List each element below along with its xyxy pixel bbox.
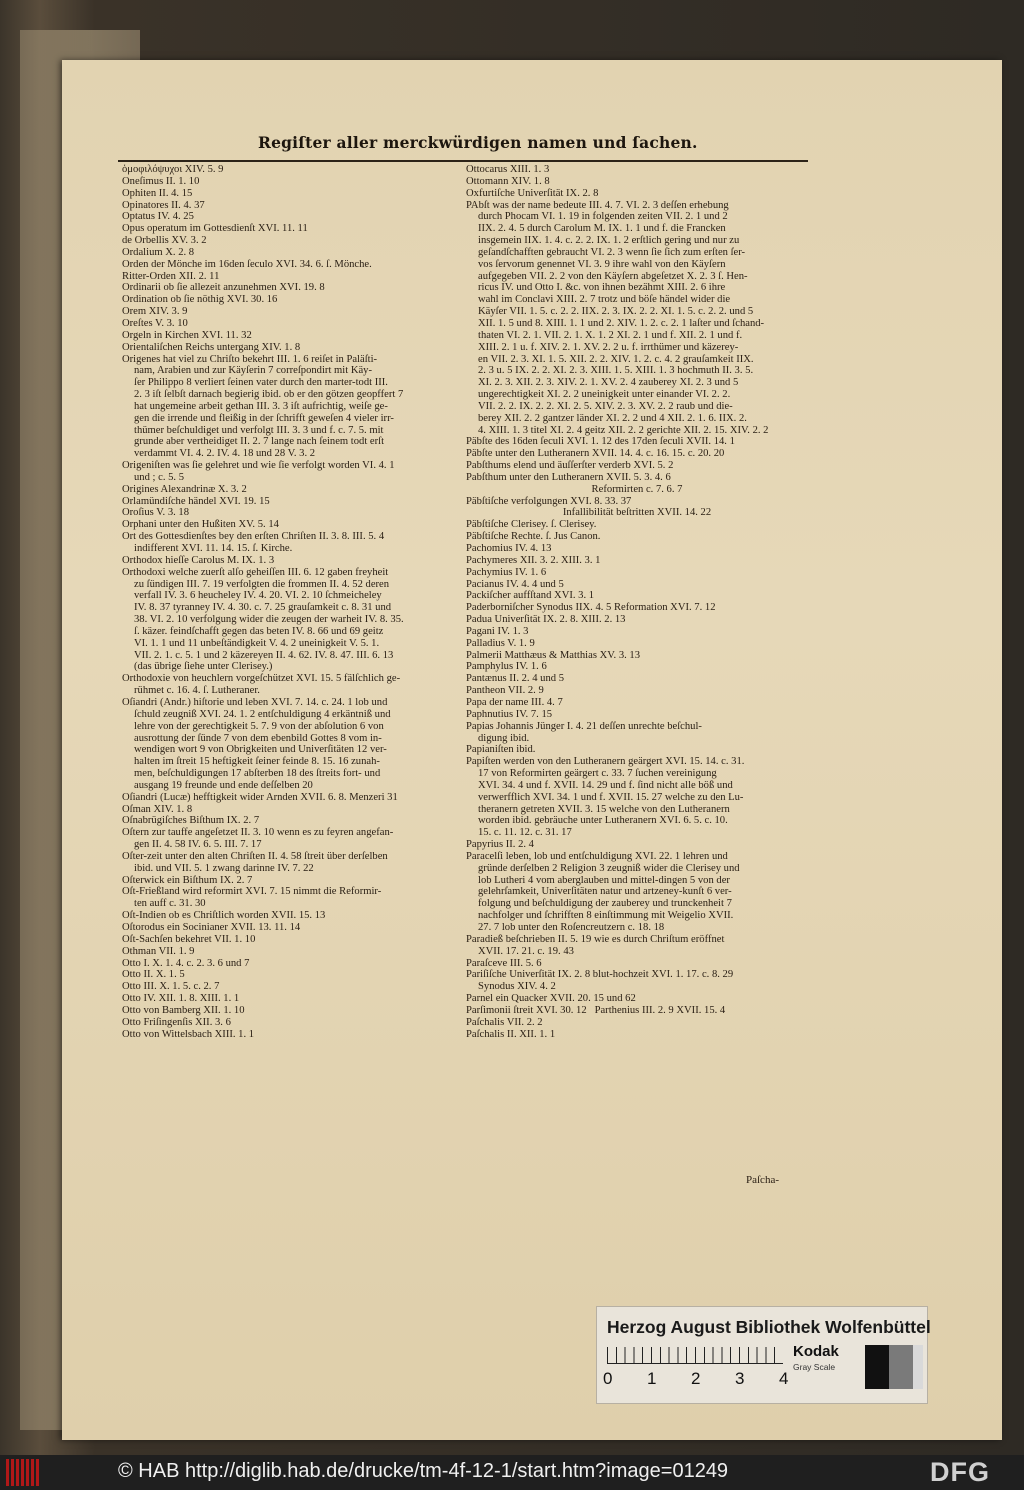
index-entry-continuation: XI. 2. 3. XII. 2. 3. XIV. 2. 1. XV. 2. 4 zauberey XI. 2. 3 und 5 [478, 377, 739, 389]
index-entry-continuation: VI. 1. 1 und 11 unbeſtändigkeit V. 4. 2 uneinigkeit V. 5. 1. [134, 637, 380, 649]
index-entry-continuation: indifferent XVI. 11. 14. 15. ſ. Kirche. [134, 543, 293, 554]
index-entry: Origeniſten was ſie gelehret und wie ſie verfolgt worden VI. 4. 1 [122, 460, 395, 472]
index-entry: Pantænus II. 2. 4 und 5 [466, 673, 564, 685]
index-entry-continuation: nam, Arabien und zur Käyſerin 7 correſpondirt mit Käy- [134, 365, 372, 377]
index-entry: Reformirten c. 7. 6. 7 [591, 483, 683, 495]
index-entry-continuation: 4. XIII. 1. 3 titel XI. 2. 4 geitz XII. 2. 2 gerichte XII. 2. 15. XIV. 2. 2 [478, 424, 769, 436]
index-entry-continuation: lehre von der gerechtigkeit 5. 7. 9 von der abſolution 6 von [134, 720, 384, 732]
index-entry: Ophiten II. 4. 15 [122, 187, 193, 199]
index-entry: Padua Univerſität IX. 2. 8. XIII. 2. 13 [466, 614, 626, 626]
index-entry-continuation: ten auff c. 31. 30 [134, 898, 206, 910]
index-entry-continuation: ricus IV. und Otto I. &c. von ihnen bezähmt XIII. 2. 6 ihre [478, 282, 726, 294]
ruler-number: 2 [691, 1369, 701, 1388]
index-entry: Pachomius IV. 4. 13 [466, 543, 552, 554]
index-entry: Oxfurtiſche Univerſität IX. 2. 8 [466, 187, 599, 199]
index-entry: Orthodox hieſſe Carolus M. IX. 1. 3 [122, 554, 275, 566]
index-entry: Paphnutius IV. 7. 15 [466, 708, 553, 720]
index-entry: Ottomann XIV. 1. 8 [466, 175, 550, 187]
left-column [122, 164, 462, 1040]
index-entry-continuation: geſandſchafften gebraucht VI. 2. 3 wenn ſie ſich zum erſten ſer- [478, 246, 746, 258]
index-entry-continuation: verwerfflich XVI. 34. 1 und f. XVII. 15. 27 welche zu den Lu- [478, 791, 744, 803]
kodak-brand: Kodak [793, 1343, 839, 1360]
index-entry: Pabſthums elend und äuſſerſter verderb XVI. 5. 2 [466, 460, 674, 472]
gray-patch-mid [889, 1345, 913, 1389]
index-entry: Otto Friſingenſis XII. 3. 6 [122, 1016, 231, 1028]
ruler-number: 3 [735, 1369, 745, 1388]
index-entry-continuation: wendigen wort 9 von Obrigkeiten und Univerſitäten 12 ver- [134, 744, 387, 756]
index-entry: Palmerii Matthæus & Matthias XV. 3. 13 [466, 649, 641, 661]
index-entry-continuation: ſer Philippo 8 verliert ſeinen vater durch den marter-todt III. [134, 377, 388, 389]
index-entry: Parſimonii ſtreit XVI. 30. 12 Parthenius III. 2. 9 XVII. 15. 4 [466, 1004, 726, 1016]
dfg-logo[interactable]: DFG [930, 1457, 990, 1487]
index-entry: Packiſcher auffſtand XVI. 3. 1 [466, 590, 595, 602]
citation-link[interactable]: © HAB http://diglib.hab.de/drucke/tm-4f-12-1/start.htm?image=01249 [118, 1460, 729, 1482]
index-entry-continuation: durch Phocam VI. 1. 19 in folgenden zeiten VII. 2. 1 und 2 [478, 211, 728, 223]
index-entry-continuation: ungerechtigkeit XI. 2. 2 uneinigkeit unter einander VI. 2. 2. [478, 389, 731, 401]
index-entry: Origines Alexandrinæ X. 3. 2 [122, 483, 247, 495]
index-entry: Oroſius V. 3. 18 [122, 507, 190, 519]
index-entry: Paradieß beſchrieben II. 5. 19 wie es durch Chriſtum eröffnet [466, 933, 725, 945]
index-entry-continuation: und ; c. 5. 5 [134, 471, 185, 483]
index-entry: Oſt-Sachſen bekehret VII. 1. 10 [122, 933, 256, 945]
index-entry: Oſtern zur tauffe angeſetzet II. 3. 10 wenn es zu feyren angefan- [122, 827, 394, 839]
index-entry: Ordinarii ob ſie allezeit anzunehmen XVI. 19. 8 [122, 282, 325, 294]
index-entry: Otto II. X. 1. 5 [122, 969, 185, 981]
index-entry-continuation: verfall IV. 3. 6 heucheley IV. 4. 20. VI. 2. 10 ſchmeicheley [134, 590, 382, 602]
index-entry: Origenes hat viel zu Chriſto bekehrt III. 1. 6 reiſet in Paläſti- [122, 353, 378, 365]
index-entry-continuation: 2. 3 iſt ſelbſt darnach begierig ibid. ob er den götzen geopffert 7 [134, 389, 404, 401]
index-entry-continuation: lob Lutheri 4 vom aberglauben und mittel-dingen 5 von der [478, 874, 730, 886]
index-entry: Ordalium X. 2. 8 [122, 246, 195, 258]
index-entry: Oſter-zeit unter den alten Chriſten II. 4. 58 ſtreit über derſelben [122, 850, 388, 862]
index-entry: Oſtorodus ein Socinianer XVII. 13. 11. 14 [122, 922, 301, 933]
index-entry-continuation: VII. 2. 1. c. 5. 1 und 2 käzereyen II. 4. 62. IV. 8. 47. III. 6. 13 [134, 649, 394, 661]
index-entry-continuation: folgung und beſchuldigung der zauberey und trunckenheit 7 [478, 898, 732, 910]
index-entry: Ordination ob ſie nöthig XVI. 30. 16 [122, 294, 278, 306]
index-entry: Oneſimus II. 1. 10 [122, 175, 200, 187]
index-entry: Otto von Bamberg XII. 1. 10 [122, 1004, 245, 1016]
index-entry-continuation: theranern getreten XVII. 3. 15 welche von den Lutheranern [478, 803, 730, 815]
index-entry: de Orbellis XV. 3. 2 [122, 235, 207, 247]
index-entry-continuation: XVI. 34. 4 und f. XVII. 14. 29 und f. ſind nicht alle böß und [478, 779, 733, 791]
index-entry: Oſterwick ein Biſthum IX. 2. 7 [122, 874, 253, 886]
index-entry-continuation: gründe derſelben 2 Religion 3 zeugniß wider die Clerisey und [478, 862, 740, 874]
index-entry: Papianiſten ibid. [466, 744, 536, 756]
index-entry-continuation: vos ſervorum genennet VI. 3. 9 ihre wahl von den Käyſern [478, 258, 726, 270]
index-entry-continuation: aufgegeben VII. 2. 2 von den Käyſern abgeſetzet X. 2. 3 ſ. Hen- [478, 270, 748, 282]
index-entry-continuation: ſ. käzer. feindſchafft gegen das beten IV. 8. 66 und 69 geitz [134, 625, 384, 637]
index-entry-continuation: halten im ſtreit 15 heftigkeit ſeiner feinde 8. 15. 16 zunah- [134, 756, 380, 768]
index-entry: Orthodoxie von heuchlern vorgeſchützet XVI. 15. 5 fälſchlich ge- [122, 673, 401, 685]
index-entry: Orphani unter den Hußiten XV. 5. 14 [122, 519, 279, 531]
index-entry-continuation: XVII. 17. 21. c. 19. 43 [478, 945, 574, 957]
index-entry: Oſt-Indien ob es Chriſtlich worden XVII. 15. 13 [122, 910, 326, 922]
index-entry: Paraſceve III. 5. 6 [466, 957, 542, 969]
index-entry: Päbſtiſche Rechte. ſ. Jus Canon. [466, 531, 601, 543]
index-entry-continuation: thaten VI. 2. 1. VII. 2. 1. X. 1. 2 XI. 2. 1 und f. XII. 2. 1 und f. [478, 329, 743, 341]
index-entry-continuation: ausrottung der ſünde 7 von dem ebenbild Gottes 8 vom in- [134, 732, 382, 744]
index-entry: Pamphylus IV. 1. 6 [466, 661, 547, 673]
library-name: Herzog August Bibliothek Wolfenbüttel [607, 1317, 931, 1337]
library-color-card [596, 1306, 931, 1404]
index-entry: Orthodoxi welche zuerſt alſo geheiſſen III. 6. 12 gaben freyheit [122, 566, 389, 578]
kodak-label [793, 1343, 855, 1379]
index-entry-continuation: (das übrige ſiehe unter Clerisey.) [134, 661, 273, 673]
index-entry-continuation: wahl im Conclavi XIII. 2. 7 trotz und böſe händel wider die [478, 294, 731, 306]
index-entry: Parnel ein Quacker XVII. 20. 15 und 62 [466, 993, 636, 1005]
index-entry: Oſnabrügiſches Biſthum IX. 2. 7 [122, 815, 260, 827]
index-entry: Paracelſi leben, lob und entſchuldigung XVI. 22. 1 lehren und [466, 850, 728, 862]
index-entry: Ort des Gottesdienſtes bey den erſten Chriſten II. 3. 8. III. 5. 4 [122, 531, 385, 543]
index-entry-continuation: 2. 3 u. 5 IX. 2. 2. XI. 2. 3. XIII. 1. 5. XIII. 1. 3 hochmuth II. 3. 5. [478, 365, 754, 377]
index-entry-continuation: digung ibid. [478, 732, 530, 744]
index-entry: Pariſiſche Univerſität IX. 2. 8 blut-hochzeit XVI. 1. 17. c. 8. 29 [466, 969, 734, 981]
index-entry-continuation: nachfolger und ſchrifften 8 einſtimmung mit Weigelio XVII. [478, 910, 734, 922]
index-entry: Otto von Wittelsbach XIII. 1. 1 [122, 1028, 255, 1040]
right-column [466, 164, 808, 1040]
index-entry: Infallibilität beſtritten XVII. 14. 22 [562, 507, 712, 519]
index-entry-continuation: XII. 1. 5 und 8. XIII. 1. 1 und 2. XIV. 1. 2. c. 2. 1 laſter und ſchand- [478, 317, 765, 329]
ruler-number: 1 [647, 1369, 657, 1388]
ruler-numbers [603, 1369, 793, 1389]
index-entry: Päbſtiſche Clerisey. ſ. Clerisey. [466, 519, 597, 531]
index-entry: Orden der Mönche im 16den ſeculo XVI. 34. 6. ſ. Mönche. [122, 258, 372, 270]
index-entry: Pagani IV. 1. 3 [466, 625, 529, 637]
index-entry-continuation: ausgang 19 freunde und ende deſſelben 20 [134, 779, 313, 791]
index-entry-continuation: 27. 7 lob unter den Roſencreutzern c. 18. 18 [478, 922, 665, 933]
gray-patch-black [865, 1345, 889, 1389]
index-entry-continuation: berey XII. 2. 2 gantzer länder XI. 2. 2 und 4 XII. 2. 1. 6. IIX. 2. [478, 412, 747, 424]
index-entry: Paſchalis II. XII. 1. 1 [466, 1028, 556, 1040]
index-entry: Oreſtes V. 3. 10 [122, 317, 188, 329]
index-entry-continuation: hat ungemeine arbeit gethan III. 3. 3 iſt aufrichtig, weiſe ge- [134, 400, 388, 412]
index-entry: Päbſte des 16den ſeculi XVI. 1. 12 des 17den ſeculi XVII. 14. 1 [466, 436, 735, 448]
index-entry-continuation: IV. 8. 37 tyranney IV. 4. 30. c. 7. 25 grauſamkeit c. 8. 31 und [134, 602, 392, 614]
index-entry: Orlamündiſche händel XVI. 19. 15 [122, 495, 270, 507]
index-entry: Oſman XIV. 1. 8 [122, 803, 193, 815]
index-entry: Orem XIV. 3. 9 [122, 306, 188, 318]
index-entry: Palladius V. 1. 9 [466, 637, 535, 649]
index-entry-continuation: verdammt VI. 4. 2. IV. 4. 18 und 28 V. 3. 2 [134, 448, 316, 460]
index-entry-continuation: Käyſer VII. 1. 5. c. 2. 2. IIX. 2. 3. IX. 2. 2. XI. 1. 5. c. 2. 2. und 5 [478, 306, 754, 318]
index-entry-continuation: ſchuld zeugniß XVI. 24. 1. 2 entſchuldigung 4 erkäntniß und [134, 708, 391, 720]
index-entry-continuation: gen die irrende und fleißig in der ſchrifft geweſen 4 vieler irr- [134, 412, 394, 424]
index-entry-continuation: men, beſchuldigungen 17 abſterben 18 des ſtreits fort- und [134, 768, 381, 780]
header-rule [118, 160, 808, 162]
index-entry: Opus operatum im Gottesdienſt XVI. 11. 11 [122, 223, 308, 235]
index-entry: Otto III. X. 1. 5. c. 2. 7 [122, 981, 220, 993]
index-entry: Oſt-Frießland wird reformirt XVI. 7. 15 nimmt die Reformir- [122, 886, 382, 898]
index-entry: Oſiandri (Lucæ) hefftigkeit wider Arnden XVII. 6. 8. Menzeri 31 [122, 791, 398, 803]
index-entry: Papa der name III. 4. 7 [466, 696, 563, 708]
index-entry-continuation: grunde aber vertheidiget II. 2. 7 lange nach ſeinem todt erſt [134, 436, 385, 448]
index-entry-continuation: 38. VI. 2. 10 verfolgung wider die zeugen der warheit IV. 8. 35. [134, 614, 404, 626]
index-entry: Papyrius II. 2. 4 [466, 839, 534, 851]
index-entry-continuation: 15. c. 11. 12. c. 31. 17 [478, 827, 572, 839]
index-entry: Orgeln in Kirchen XVI. 11. 32 [122, 329, 252, 341]
index-entry-continuation: XIII. 2. 1 u. f. XIV. 2. 1. XV. 2. 2 u. f. irrthümer und käzerey- [478, 341, 739, 353]
index-entry-continuation: insgemein IIX. 1. 4. c. 2. 2. IX. 1. 2 erſtlich gering und nur zu [478, 235, 740, 247]
index-entry: Othman VII. 1. 9 [122, 945, 195, 957]
index-entry: Papias Johannis Jünger I. 4. 21 deſſen unrechte beſchul- [466, 720, 702, 732]
index-entry-continuation: gen II. 4. 58 IV. 6. 5. III. 7. 17 [134, 839, 262, 851]
index-entry: Pachymeres XII. 3. 2. XIII. 3. 1 [466, 554, 601, 566]
index-entry: Opinatores II. 4. 37 [122, 199, 205, 211]
index-entry-continuation: VII. 2. 2. IX. 2. 2. XI. 2. 5. XIV. 2. 3. XV. 2. 2 raub und die- [478, 400, 733, 412]
index-entry-continuation: 17 von Reformirten geärgert c. 33. 7 ſuchen vereinigung [478, 768, 717, 780]
catchword: Paſcha- [746, 1174, 779, 1186]
index-entry-continuation: zu ſündigen III. 7. 19 verfolgten die frommen II. 4. 52 deren [134, 578, 390, 590]
ruler-scale [607, 1347, 783, 1364]
index-entry: Päbſte unter den Lutheranern XVII. 14. 4. c. 16. 15. c. 20. 20 [466, 448, 725, 460]
gray-patch-light [913, 1345, 923, 1389]
index-entry-continuation: rühmet c. 16. 4. ſ. Lutheraner. [134, 685, 260, 697]
index-entry: PAbſt was der name bedeute III. 4. 7. VI. 2. 3 deſſen erhebung [466, 199, 729, 211]
index-entry: Pacianus IV. 4. 4 und 5 [466, 578, 564, 590]
index-entry: Otto I. X. 1. 4. c. 2. 3. 6 und 7 [122, 957, 250, 969]
index-entry: Oſiandri (Andr.) hiſtorie und leben XVI. 7. 14. c. 24. 1 lob und [122, 696, 388, 708]
index-entry: Pachymius IV. 1. 6 [466, 566, 547, 578]
ruler-number: 0 [603, 1369, 613, 1388]
hab-logo-icon[interactable] [6, 1459, 40, 1486]
index-entry: Pabſthum unter den Lutheranern XVII. 5. 3. 4. 6 [466, 471, 671, 483]
index-entry-continuation: IIX. 2. 4. 5 durch Carolum M. IX. 1. 1 und f. die Francken [478, 223, 726, 235]
page-header: Regiſter aller merckwürdigen namen und ſachen. [258, 133, 698, 152]
index-entry: Päbſtiſche verfolgungen XVI. 8. 33. 37 [466, 495, 632, 507]
index-entry: Ritter-Orden XII. 2. 11 [122, 270, 220, 282]
index-entry-continuation: Synodus XIV. 4. 2 [478, 981, 556, 993]
index-entry: Paderborniſcher Synodus IIX. 4. 5 Reformation XVI. 7. 12 [466, 602, 716, 614]
index-entry-continuation: worden ibid. gebräuche unter Lutheranern XVI. 6. 5. c. 10. [478, 815, 728, 827]
index-entry: ὁμοφιλόψυχοι XIV. 5. 9 [122, 164, 224, 175]
index-entry-continuation: en VII. 2. 3. XI. 1. 5. XII. 2. 2. XIV. 1. 2. c. 4. 2 grauſamkeit IIX. [478, 353, 754, 365]
index-entry-continuation: gelehrſamkeit, Univerſitäten natur und artzeney-kunſt 6 ver- [478, 886, 732, 898]
index-entry: Orientaliſchen Reichs untergang XIV. 1. 8 [122, 341, 301, 353]
index-entry-continuation: ibid. und VII. 5. 1 zwang darinne IV. 7. 22 [134, 862, 314, 874]
index-entry: Ottocarus XIII. 1. 3 [466, 164, 550, 175]
index-entry: Pantheon VII. 2. 9 [466, 685, 544, 697]
ruler-number: 4 [779, 1369, 789, 1388]
index-entry: Papiſten werden von den Lutheranern geärgert XVI. 15. 14. c. 31. [466, 756, 745, 768]
gray-scale-label: Gray Scale [793, 1362, 836, 1372]
index-entry: Otto IV. XII. 1. 8. XIII. 1. 1 [122, 993, 240, 1005]
index-entry: Optatus IV. 4. 25 [122, 211, 194, 223]
index-entry-continuation: thümer beſchuldiget und verfolgt III. 3. 3 und f. c. 7. 5. mit [134, 424, 384, 436]
index-entry: Paſchalis VII. 2. 2 [466, 1016, 543, 1028]
